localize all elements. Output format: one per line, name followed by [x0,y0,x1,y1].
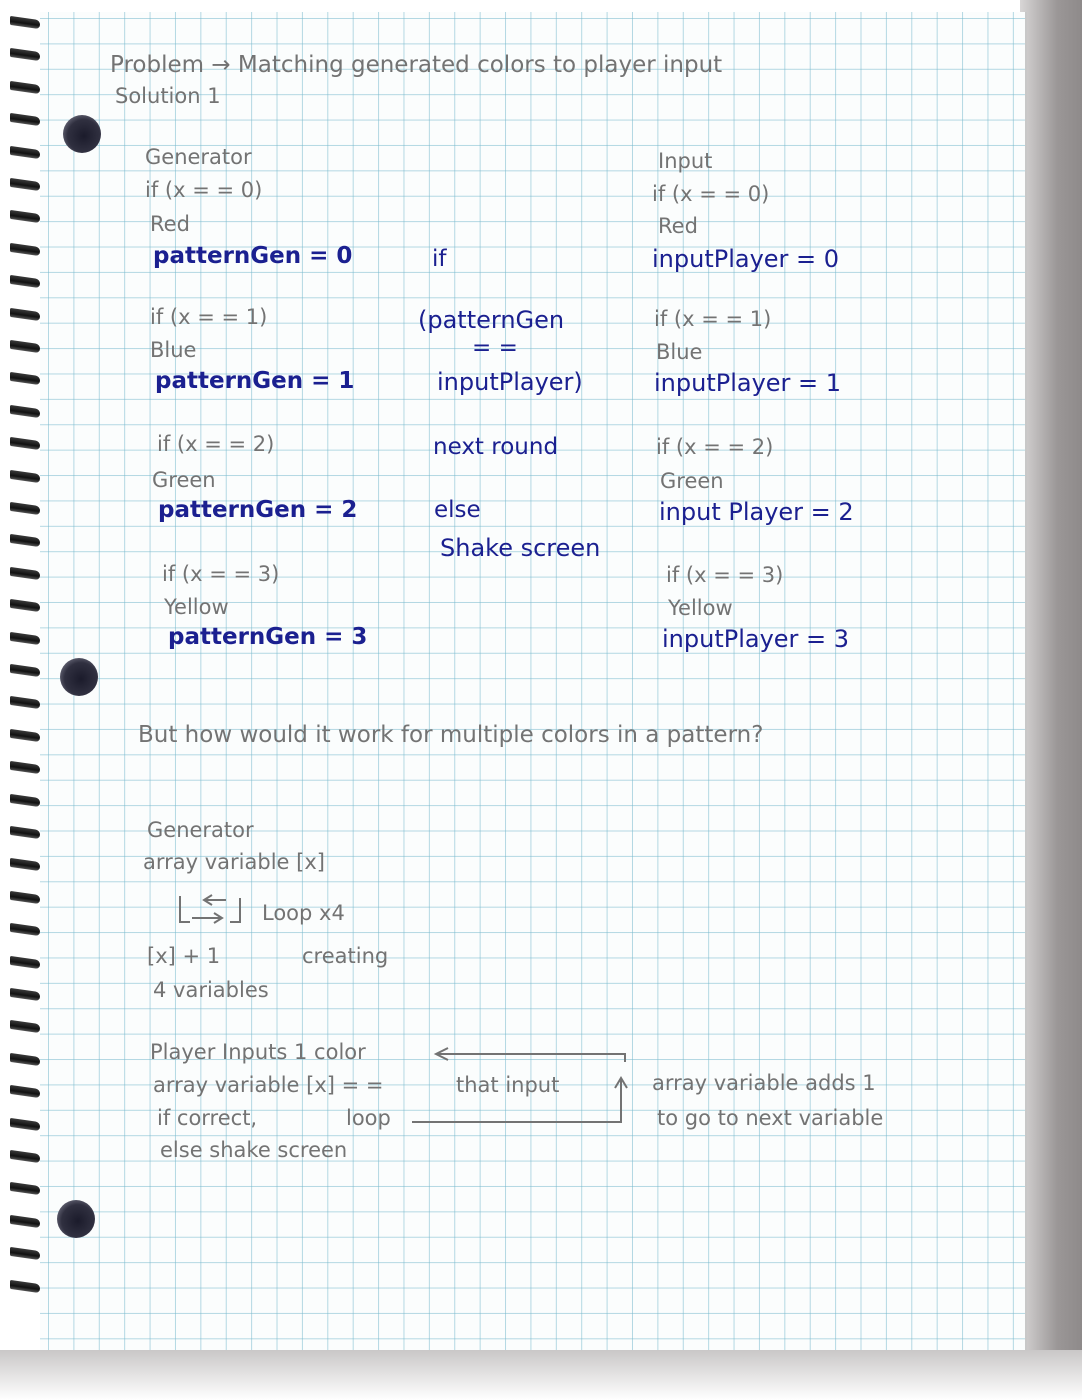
gen-color-3: Yellow [164,595,229,619]
gen-assignment-0: patternGen = 0 [153,243,353,269]
generator-title: Generator [145,145,252,169]
spiral-coil [10,1117,40,1130]
feedback-loop-arrow-icon [400,1040,640,1130]
gen-condition-1: if (x = = 1) [150,305,268,329]
spiral-coil [10,469,40,482]
array-generator-title: Generator [147,818,254,842]
input-condition-1: if (x = = 1) [654,307,772,331]
that-input-text: that input [456,1073,560,1097]
input-assignment-2: input Player = 2 [659,498,854,526]
loop-arrow-icon [170,888,250,930]
spiral-coil [10,1182,40,1195]
solution-label: Solution 1 [115,84,221,108]
gen-assignment-3: patternGen = 3 [168,624,368,650]
input-assignment-1: inputPlayer = 1 [654,369,842,397]
spiral-coil [10,631,40,644]
array-variable-line: array variable [x] [143,850,325,874]
spiral-coil [10,955,40,968]
punch-hole-middle [60,658,98,696]
input-condition-2: if (x = = 2) [656,435,774,459]
spiral-coil [10,307,40,320]
spiral-coil [10,16,40,29]
spiral-coil [10,113,40,126]
spiral-coil [10,275,40,288]
spiral-coil [10,1247,40,1260]
spiral-coil [10,891,40,904]
spiral-coil [10,1150,40,1163]
spiral-binding [10,12,50,1342]
spiral-coil [10,534,40,547]
spiral-coil [10,1279,40,1292]
spiral-coil [10,761,40,774]
array-compare-line: array variable [x] = = [153,1073,384,1097]
spiral-coil [10,48,40,61]
input-color-3: Yellow [668,596,733,620]
input-color-0: Red [658,214,698,238]
spiral-coil [10,243,40,256]
punch-hole-bottom [57,1200,95,1238]
spiral-coil [10,599,40,612]
spiral-coil [10,696,40,709]
spiral-coil [10,858,40,871]
problem-heading: Problem → Matching generated colors to player input [110,52,723,78]
scan-shadow-bottom [0,1350,1082,1400]
gen-color-0: Red [150,212,190,236]
input-assignment-0: inputPlayer = 0 [652,245,840,273]
gen-color-2: Green [152,468,216,492]
input-condition-3: if (x = = 3) [666,563,784,587]
input-color-1: Blue [656,340,703,364]
input-assignment-3: inputPlayer = 3 [662,625,850,653]
spiral-coil [10,826,40,839]
input-color-2: Green [660,469,724,493]
gen-condition-0: if (x = = 0) [145,178,263,202]
side-note-line-2: to go to next variable [657,1106,884,1130]
spiral-coil [10,405,40,418]
compare-if: if [432,246,447,272]
punch-hole-top [63,115,101,153]
increment-text: [x] + 1 [147,944,221,968]
spiral-coil [10,210,40,223]
compare-line-2: = = [472,335,518,361]
spiral-coil [10,502,40,515]
scan-shadow-right [1020,0,1082,1400]
compare-line-3: inputPlayer) [437,368,583,396]
else-shake-text: else shake screen [160,1138,348,1162]
loop-label: Loop x4 [262,901,345,925]
if-correct-text: if correct, [157,1106,258,1130]
gen-assignment-2: patternGen = 2 [158,497,358,523]
else-word: else [434,497,481,523]
compare-line-1: (patternGen [418,306,565,334]
spiral-coil [10,664,40,677]
else-action: Shake screen [440,534,601,562]
spiral-coil [10,1215,40,1228]
spiral-coil [10,567,40,580]
side-note-line-1: array variable adds 1 [652,1071,876,1095]
spiral-coil [10,437,40,450]
then-action: next round [433,434,559,460]
spiral-coil [10,372,40,385]
loop-text: loop [346,1106,391,1130]
spiral-coil [10,178,40,191]
spiral-coil [10,81,40,94]
gen-assignment-1: patternGen = 1 [155,368,355,394]
spiral-coil [10,145,40,158]
spiral-coil [10,793,40,806]
spiral-coil [10,729,40,742]
player-inputs-line: Player Inputs 1 color [150,1040,366,1064]
gen-condition-2: if (x = = 2) [157,432,275,456]
input-title: Input [658,149,713,173]
creating-text: creating [302,944,389,968]
input-condition-0: if (x = = 0) [652,182,770,206]
spiral-coil [10,1020,40,1033]
four-variables-text: 4 variables [153,978,269,1002]
spiral-coil [10,1053,40,1066]
spiral-coil [10,340,40,353]
spiral-coil [10,923,40,936]
spiral-coil [10,1085,40,1098]
question-text: But how would it work for multiple colors in a pattern? [138,722,764,748]
gen-condition-3: if (x = = 3) [162,562,280,586]
spiral-coil [10,988,40,1001]
gen-color-1: Blue [150,338,197,362]
